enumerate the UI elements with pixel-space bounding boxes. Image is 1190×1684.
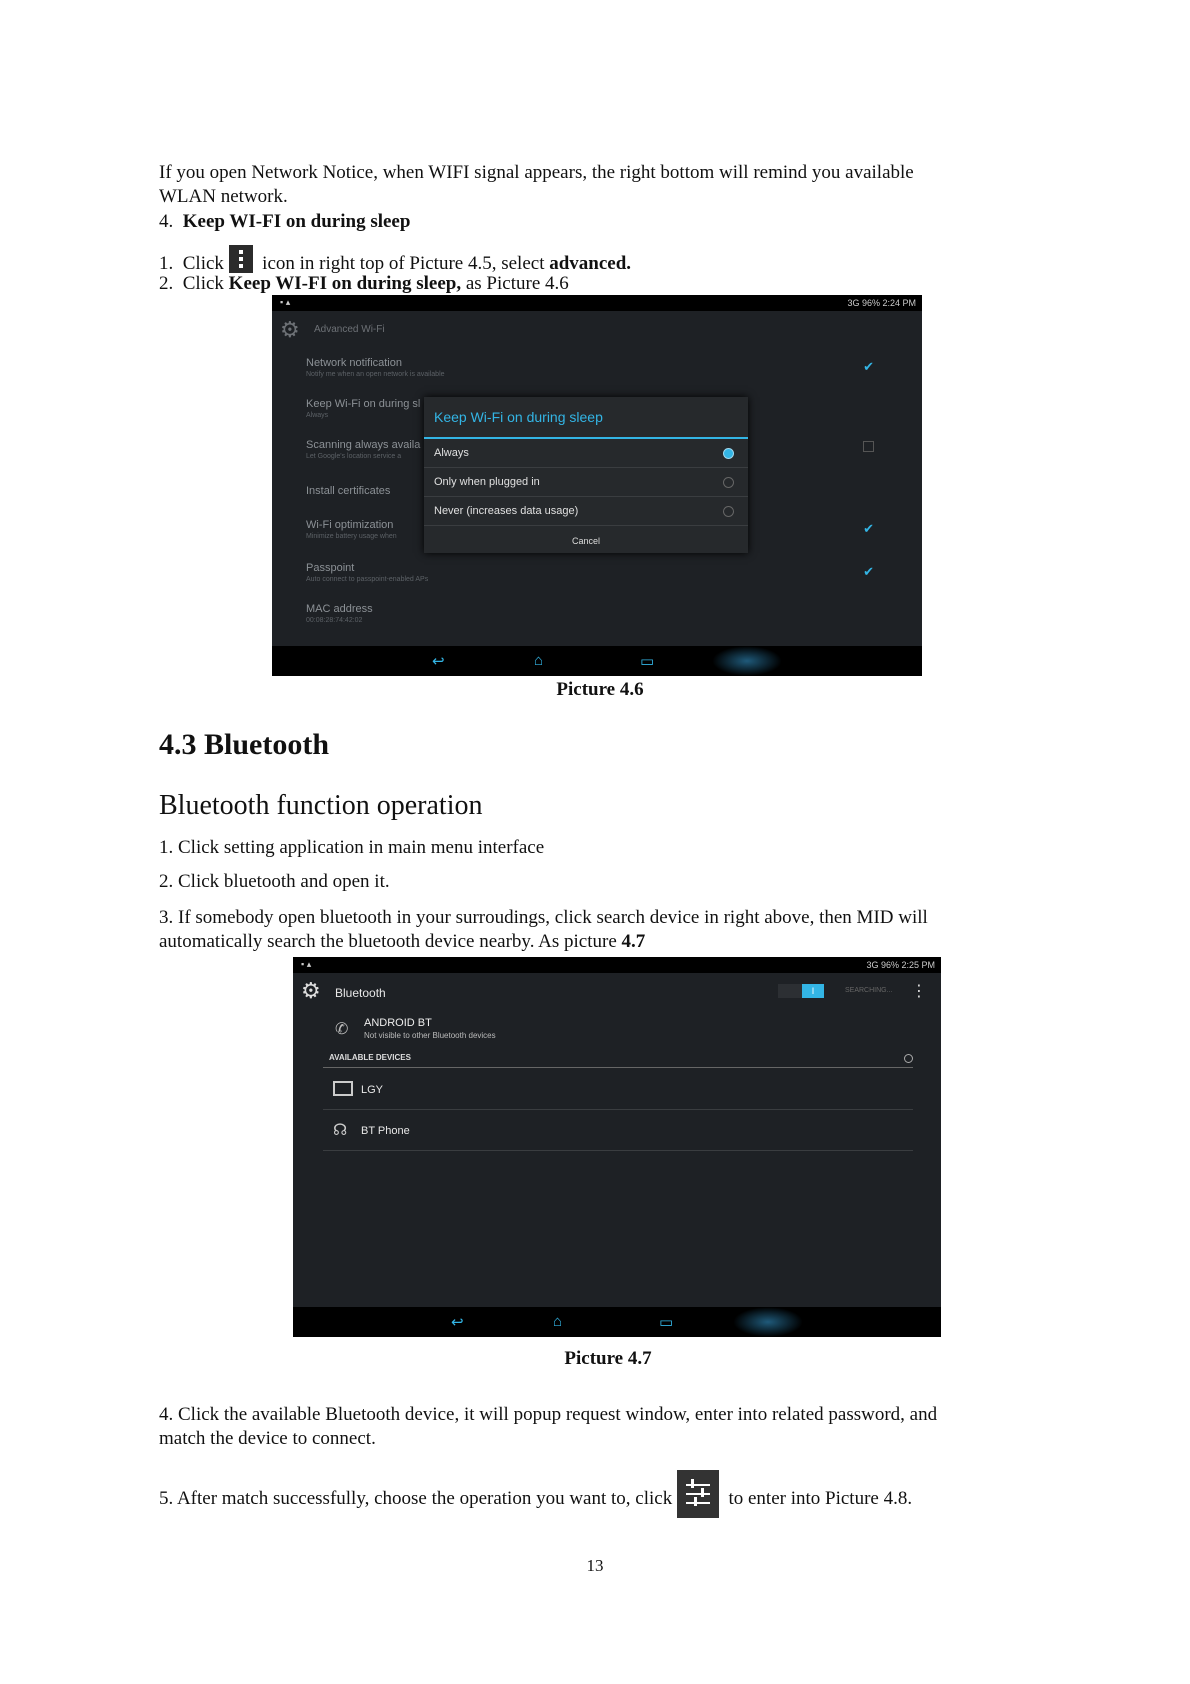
headphones-icon: ☊ [333,1122,348,1139]
action-bar-title: Bluetooth [335,986,386,1000]
section-4-heading [159,210,1039,234]
heading-text: Keep WI-FI on during sleep [182,211,411,232]
bt-step-1: 1. Click setting application in main menu interface [159,837,545,858]
status-text: 3G 96% 2:24 PM [847,298,916,308]
laptop-icon [333,1081,353,1096]
settings-gear-icon[interactable]: ⚙ [301,978,321,1003]
row-wifi-optimization[interactable]: Wi-Fi optimization Minimize battery usage when [306,519,397,540]
phone-icon: ✆ [335,1021,349,1038]
dialog-title: Keep Wi-Fi on during sleep [424,397,748,439]
navigation-bar [293,1307,941,1337]
scanning-spinner-icon [904,1054,913,1063]
bt-step-2: 2. Click bluetooth and open it. [159,871,390,892]
bt-step-4-line-2: match the device to connect. [159,1428,376,1449]
radio-icon[interactable] [723,477,734,488]
bt-step-5: 5. After match successfully, choose the operation you want to, click to enter into Picture 4.8. [159,1470,1039,1518]
device-settings-icon [677,1470,719,1518]
radio-selected-icon[interactable] [723,448,734,459]
picture-4-7-caption: Picture 4.7 [564,1348,652,1369]
page-number: 13 [586,1556,604,1575]
screenshot-icon[interactable] [733,1307,803,1337]
checkbox-unchecked-icon[interactable] [863,441,874,452]
option-never[interactable]: Never (increases data usage) [424,497,748,526]
row-mac-address: MAC address 00:08:28:74:42:02 [306,603,373,624]
intro-line-2: WLAN network. [159,186,288,207]
recents-icon[interactable]: ▭ [659,1314,674,1331]
bt-step-3-line-1: 3. If somebody open bluetooth in your surroudings, click search device in right above, then MID will [159,907,928,928]
checkbox-checked-icon[interactable]: ✔ [863,564,874,579]
intro-line-1: If you open Network Notice, when WIFI signal appears, the right bottom will remind you available [159,162,914,183]
section-heading: 4.3 Bluetooth [159,728,330,761]
action-bar-title: Advanced Wi-Fi [314,324,385,335]
keep-wifi-dialog [424,397,748,553]
local-device-visibility[interactable]: Not visible to other Bluetooth devices [364,1031,496,1040]
checkbox-checked-icon[interactable]: ✔ [863,521,874,536]
home-icon[interactable]: ⌂ [553,1313,563,1330]
notification-icons: ▪ ▴ [280,297,291,307]
checkbox-checked-icon[interactable]: ✔ [863,359,874,374]
subsection-heading: Bluetooth function operation [159,790,483,821]
bt-step-3-line-2: automatically search the bluetooth device nearby. As picture 4.7 [159,931,646,952]
overflow-menu-icon[interactable]: ⋮ [911,983,927,1000]
heading-number: 4. [159,211,174,232]
picture-4-7-screenshot [293,957,941,1337]
back-icon[interactable]: ↩ [432,653,445,670]
bluetooth-toggle[interactable]: I [778,984,824,998]
picture-4-6-caption: Picture 4.6 [556,679,644,700]
home-icon[interactable]: ⌂ [534,652,544,669]
row-keep-wifi[interactable]: Keep Wi-Fi on during sl Always [306,398,421,419]
action-bar [272,311,922,345]
notification-icons: ▪ ▴ [301,959,312,969]
status-bar [293,957,941,973]
row-network-notification[interactable]: Network notification Notify me when an open network is available [306,357,445,378]
option-always[interactable]: Always [424,439,748,468]
cancel-button[interactable]: Cancel [571,536,600,546]
row-install-certificates[interactable]: Install certificates [306,485,391,497]
row-scanning[interactable]: Scanning always availa Let Google's location service a [306,439,421,460]
navigation-bar [272,646,922,676]
status-text: 3G 96% 2:25 PM [866,960,935,970]
back-icon[interactable]: ↩ [451,1314,464,1331]
settings-gear-icon[interactable]: ⚙ [280,317,300,342]
device-name: LGY [361,1084,384,1096]
recents-icon[interactable]: ▭ [640,653,655,670]
step-1: 1. Click icon in right top of Picture 4.5, select advanced. [159,245,1039,276]
action-bar [293,973,941,1007]
row-passpoint[interactable]: Passpoint Auto connect to passpoint-enabled APs [306,562,429,583]
device-row-lgy[interactable] [323,1069,913,1110]
step-2: 2. Click Keep WI-FI on during sleep, as Picture 4.6 [159,273,569,294]
bt-step-4-line-1: 4. Click the available Bluetooth device, it will popup request window, enter into related password, and [159,1404,938,1425]
status-bar [272,295,922,311]
picture-4-6-screenshot [272,295,922,676]
searching-status: SEARCHING... [845,987,893,994]
local-device-name[interactable]: ANDROID BT [364,1017,432,1029]
screenshot-icon[interactable] [712,646,782,676]
available-devices-header: AVAILABLE DEVICES [323,1053,913,1068]
option-plugged-in[interactable]: Only when plugged in [424,468,748,497]
device-row-bt-phone[interactable] [323,1110,913,1151]
device-name: BT Phone [361,1125,410,1137]
radio-icon[interactable] [723,506,734,517]
overflow-menu-icon [229,245,253,273]
